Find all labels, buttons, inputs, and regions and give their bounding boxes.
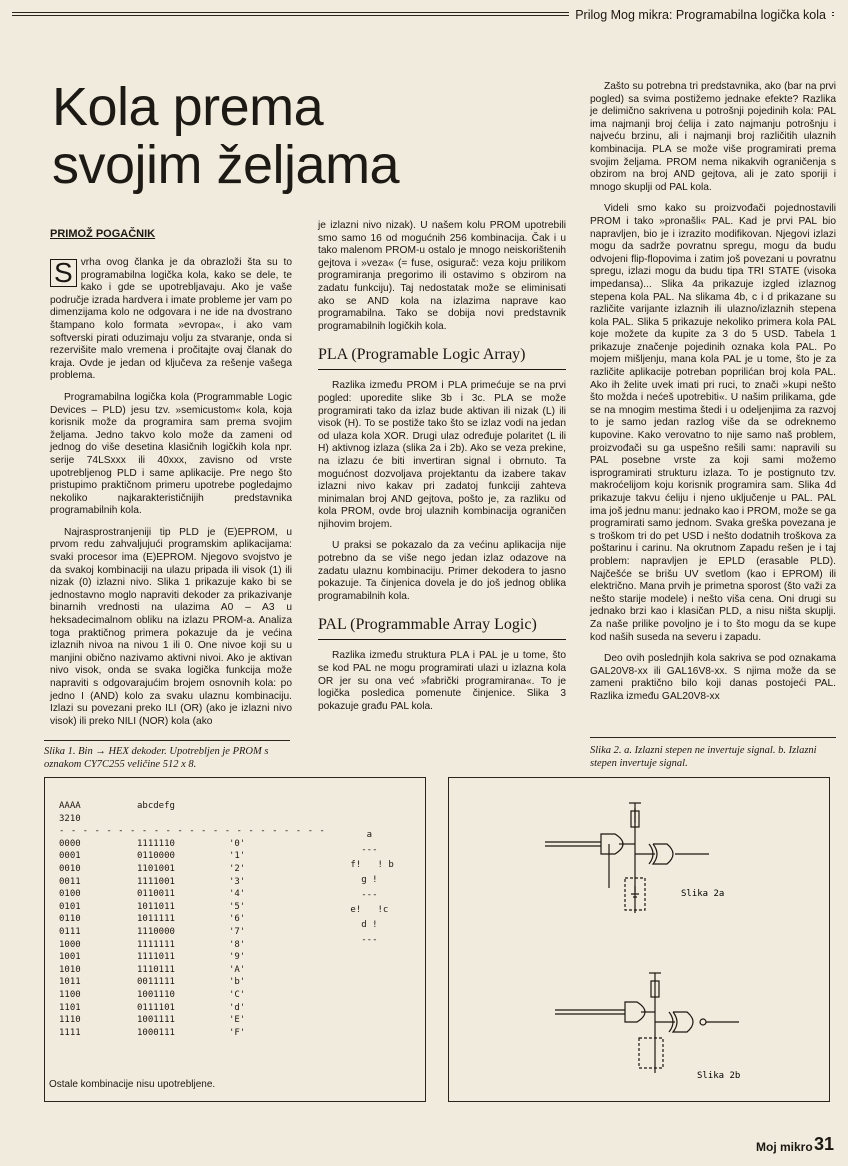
figure-1-caption: Slika 1. Bin → HEX dekoder. Upotrebljen je PROM s oznakom CY7C255 veličine 512 x 8. (44, 746, 269, 770)
segment-bits: 0110011 (137, 889, 175, 900)
table-row (59, 976, 325, 989)
input-bits: 1111 (59, 1027, 81, 1038)
hex-character: 'b' (229, 977, 246, 988)
segment-bits: 1111001 (137, 876, 175, 887)
hex-character: '2' (229, 863, 246, 874)
segment-bits: 1111111 (137, 939, 175, 950)
segment-bits: 1011111 (137, 914, 175, 925)
hex-character: '6' (229, 914, 246, 925)
paragraph: Programabilna logička kola (Programmable Logic Devices – PLD) jesu tzv. »semicustom« kola, koja korisnik može da programira sam prema svojim željama. Jedno takvo kolo može da zameni od jednog do više desetina klasičnih logičkih kola npr. serije 74LSxxx ili 40xxx, zavisno od vrste upotrebljenog PLD i same aplikacije. Pre nego što pristupimo praktičnom primeru upotrebe pogledajmo nekoliko najkarakterističnijih predstavnika programabilnih kola. (50, 391, 292, 517)
table-header-row (59, 800, 325, 813)
segment-bits: 0011111 (137, 977, 175, 988)
input-header-bits: 3210 (59, 813, 81, 824)
input-bits: 1011 (59, 977, 81, 988)
input-bits: 1001 (59, 952, 81, 963)
input-bits: 1110 (59, 1015, 81, 1026)
table-row (59, 964, 325, 977)
table-row (59, 850, 325, 863)
hex-character: 'A' (229, 964, 246, 975)
input-bits: 0110 (59, 914, 81, 925)
table-row (59, 913, 325, 926)
hex-character: '5' (229, 901, 246, 912)
section-heading-pla: PLA (Programable Logic Array) (318, 345, 566, 370)
table-row (59, 989, 325, 1002)
table-separator: - - - - - - - - - - - - - - - - - - - - - - - (59, 826, 326, 837)
paragraph: U praksi se pokazalo da za većinu aplikacija nije potrebno da se više nego jedan izlaz odazove na zadatu ulaznu kombinaciju. Primer dekodera to jasno pokazuje. Ta činjenica dovela je do još jednog oblika programabilnih kola. (318, 540, 566, 602)
hex-character: '4' (229, 889, 246, 900)
table-row (59, 939, 325, 952)
column-2 (318, 220, 566, 722)
figure-1-note: Ostale kombinacije nisu upotrebljene. (49, 1079, 216, 1090)
paragraph (50, 257, 292, 383)
table-row (59, 1002, 325, 1015)
column-3 (590, 81, 836, 713)
hex-character: 'd' (229, 1002, 246, 1013)
column-1 (50, 257, 292, 737)
figure-1-truth-table (44, 777, 426, 1102)
segment-bits: 1001110 (137, 989, 175, 1000)
segment-bits: 1111011 (137, 952, 175, 963)
input-bits: 0000 (59, 838, 81, 849)
segment-header: abcdefg (137, 801, 175, 811)
hex-character: '9' (229, 952, 246, 963)
segment-bits: 1000111 (137, 1027, 175, 1038)
truth-table (59, 800, 325, 1039)
hex-character: '7' (229, 926, 246, 937)
paragraph: Videli smo kako su proizvođači pojednostavili PROM i tako »pronašli« PAL. Kad je prvi PAL bio napravljen, bio je i izrazito modifikovan. Njegovi izlazi mogu da sadrže povratnu spregu, mogu da budu odvojeni flip-flopovima i zatim još povezani u povratnu spregu, izlazi mogu da budu tipa TRI STATE (visoka impedansa)... Slika 4a prikazuje izgled izlaznog stepena kola PAL. Na slikama 4b, c i d prikazane su različite varijante izlaznih ili ulazno/izlaznih stepena kola PAL. Slika 5 prikazuje nekoliko primera kola PAL koje možete da kupite za 3 do 5 USD. Tabela 1 prikazuje značenje pojedinih oznaka kola PAL. Po mojem mišljenju, mana kola PAL je u tome, što je za različite aplikacije potreban poprilićan broj kola PAL. Ako ih želite uvek imati pri ruci, to znači »kupi nešto što možda i nećeš upotrebiti«. U našim prilikama, gde se na mnogim mestima štedi i u odeljenjima za razvoj to je samo jedan razlog više da se odreknemo kupovine. Kako verovatno to nije samo naš problem, proizvođači su ga uspešno rešili samı: napravili su PAL posebne vrste za koji sami možemo isprogramirati strukturu izlaza. To je postignuto tzv. makroćelijom koju korisnik programira sam. Slika 4d prikazuje takvu ćeliju i njeno uključenje u PAL. PAL ima još jednu manu: jednako kao i PROM, može se ga programirati samo jednom. Svaka greška povezana je s troškom tri do pet USD i nešto dodatnih troškova za poštarinu i carinu. Na okrutnom Zapadu rešen je i taj problem: napravljen je EPLD (erasable PLD). Najčešće se brišu UV svetlom (kao i EPROM) ili električno. Mana prvih je primetna sporost (što važi za nešto starije modele) i nešto viša cena. Oni drugi su jednako brzi kao i klasičan PLD, a nisu ništa skuplji. Za naše prilike povoljno je i to što mogu da se kupe kod naših suseda na severu i zapadu. (590, 203, 836, 643)
author-byline: PRIMOŽ POGAČNIK (50, 228, 156, 240)
figure-2-schematics (448, 777, 830, 1102)
segment-bits: 1101001 (137, 863, 175, 874)
input-bits: 0100 (59, 889, 81, 900)
paragraph: Deo ovih poslednjih kola sakriva se pod oznakama GAL20V8-xx ili GAL16V8-xx. S njima može da se zameni praktično bilo koji danas postojeći PAL. Razlika između GAL20V8-xx (590, 653, 836, 702)
hex-character: 'F' (229, 1027, 246, 1038)
figure-2b-label: Slika 2b (697, 1071, 741, 1081)
table-row (59, 888, 325, 901)
table-row (59, 951, 325, 964)
figure-2a-label: Slika 2a (681, 889, 725, 899)
paragraph: Najrasprostranjeniji tip PLD je (E)EPROM, u prvom redu zahvaljujući programskim aplikacijama: svaki procesor ima (E)EPROM. Njegovo svojstvo je da svakoj kombinaciji na ulazu pripada ili visok (1) ili nizak (0) izlazni nivo. Slika 1 prikazuje kako bi se jednostavno moglo napraviti dekoder za prikazivanje binarnih vrednosti na ulazima A0 – A3 u heksadecimalnom obliku na izlazu PROM-a. Analiza toga praktičnog primera pokazuje da je većina izlaznih nivoa na nivou 1 ili 0. One nivoe koji su u manjini obično nazivamo aktivni nivoi. Ako je aktivan nivo visok, onda se svaka logička funkcija može napraviti s odgovarajućim brojem osnovnih kola: po jedno I (AND) kolo za svaku ulaznu kombinaciju. Izlazi su povezani preko ILI (OR) (ako je izlazni nivo visok) ili preko NILI (NOR) kola (ako (50, 526, 292, 727)
input-bits: 0011 (59, 876, 81, 887)
input-bits: 1101 (59, 1002, 81, 1013)
footer-magazine: Moj mikro (756, 1140, 813, 1154)
input-header: AAAA (59, 801, 81, 811)
input-bits: 0101 (59, 901, 81, 912)
hex-character: '1' (229, 851, 246, 862)
segment-bits: 1110111 (137, 964, 175, 975)
segment-bits: 1001111 (137, 1015, 175, 1026)
input-bits: 1100 (59, 989, 81, 1000)
hex-character: '8' (229, 939, 246, 950)
paragraph: Razlika između struktura PLA i PAL je u tome, što se kod PAL ne mogu programirati ulazi u izlazna kola OR jer su ona već »fabrički programirana«. To je logička posledica pomenute činjenice. Slika 3 pokazuje građu PAL kola. (318, 650, 566, 712)
table-row (59, 1014, 325, 1027)
page-number: 31 (814, 1134, 835, 1154)
paragraph: Razlika između PROM i PLA primećuje se na prvi pogled: uporedite slike 3b i 3c. PLA se može programirati tako da izlaz bude aktivan ili nizak (L) ili visok (H). To se postiže tako što se izlaz vodi na jedan od ulaza kola XOR. Drugi ulaz određuje polaritet (L ili H) aktivnog izlaza (slika 2a i 2b). Ako se veza prekine, na izlazu će biti invertiran signal i obrnuto. Ta mogućnost dozvoljava projektantu da izabere takav izlazni nivo kakav pri zadatoj funkciji zahteva minimalan broj AND gejtova, pošto je, za razliku od kola PROM, ovde broj ulaznih kombinacija ograničen njihovim brojem. (318, 380, 566, 530)
segment-bits: 0111101 (137, 1002, 175, 1013)
seven-segment-diagram: a --- f! ! b g ! --- e! !c d ! --- (350, 830, 394, 945)
running-header: Prilog Mog mikra: Programabilna logička kola (569, 8, 832, 22)
article-title (52, 78, 399, 194)
table-row (59, 876, 325, 889)
hex-character: 'C' (229, 989, 246, 1000)
circuit-2b (555, 973, 739, 1073)
figure-2-caption: Slika 2. a. Izlazni stepen ne invertuje signal. b. Izlazni stepen invertuje signal. (590, 745, 817, 769)
circuit-diagram (449, 778, 829, 1101)
caption-rule (590, 737, 836, 738)
segment-bits: 1011011 (137, 901, 175, 912)
input-bits: 1010 (59, 964, 81, 975)
title-line-2: svojim željama (52, 135, 400, 195)
input-bits: 0111 (59, 926, 81, 937)
table-row (59, 1027, 325, 1040)
table-row (59, 838, 325, 851)
table-header-row (59, 813, 325, 826)
section-heading-pal: PAL (Programmable Array Logic) (318, 615, 566, 640)
drop-cap: S (50, 259, 77, 287)
table-row (59, 926, 325, 939)
hex-character: '0' (229, 838, 246, 849)
caption-rule (44, 740, 290, 741)
title-line-1: Kola prema (52, 77, 324, 137)
table-row (59, 901, 325, 914)
hex-character: '3' (229, 876, 246, 887)
segment-bits: 1111110 (137, 838, 175, 849)
paragraph-text: vrha ovog članka je da obrazloži šta su to programabilna logička kola, kako se dele, te kako i gde se upotrebljavaju. Ako je vaše područje izrada hardvera i imate probleme jer vam po dimenzijama kolo ne odgovara i ne ide na dvostrano štampano kolo formata »evropa«, i ako vam softverski pirati oduzimaju volju za stvaranje, onda si rezervišite malo vremena i pročitajte ovaj članak do kraja. Ovde je jedan od ključeva za rešenje vašega problema. (50, 257, 292, 382)
input-bits: 0001 (59, 851, 81, 862)
paragraph: Zašto su potrebna tri predstavnika, ako (bar na prvi pogled) sa svima postižemo jednake efekte? Razlika je delimično sakrivena u potrošnji pojedinih kola: PAL ima najmanji broj ćelija i zato najmanju potrošnju i najveću brzinu, ali i najmanji broj različitih ulaznih kombinacija. PLA se može više programirati prema svojim željama. PROM nema nikakvih ograničenja s obzirom na broj AND gejtova, ali je zato sporiji i mnogo skuplji od PAL kola. (590, 81, 836, 193)
input-bits: 0010 (59, 863, 81, 874)
hex-character: 'E' (229, 1015, 246, 1026)
table-row (59, 863, 325, 876)
table-body (59, 838, 325, 1040)
input-bits: 1000 (59, 939, 81, 950)
segment-bits: 0110000 (137, 851, 175, 862)
paragraph: je izlazni nivo nizak). U našem kolu PROM upotrebili smo samo 16 od mogućnih 256 kombinacija. Čak i u tako malenom PROM-u ostalo je mnogo neiskorištenih gejtova i »veza« (= fuse, osigurač: veza koju prilikom programiranja pregorimo ili ostavimo s obzirom na zadatu funkciju). Taj nedostatak može se eliminisati ako se AND kola na izlazima naprave kao programabilna. Tako se dobija novi predstavnik programabilnih logičkih kola. (318, 220, 566, 332)
segment-bits: 1110000 (137, 926, 175, 937)
